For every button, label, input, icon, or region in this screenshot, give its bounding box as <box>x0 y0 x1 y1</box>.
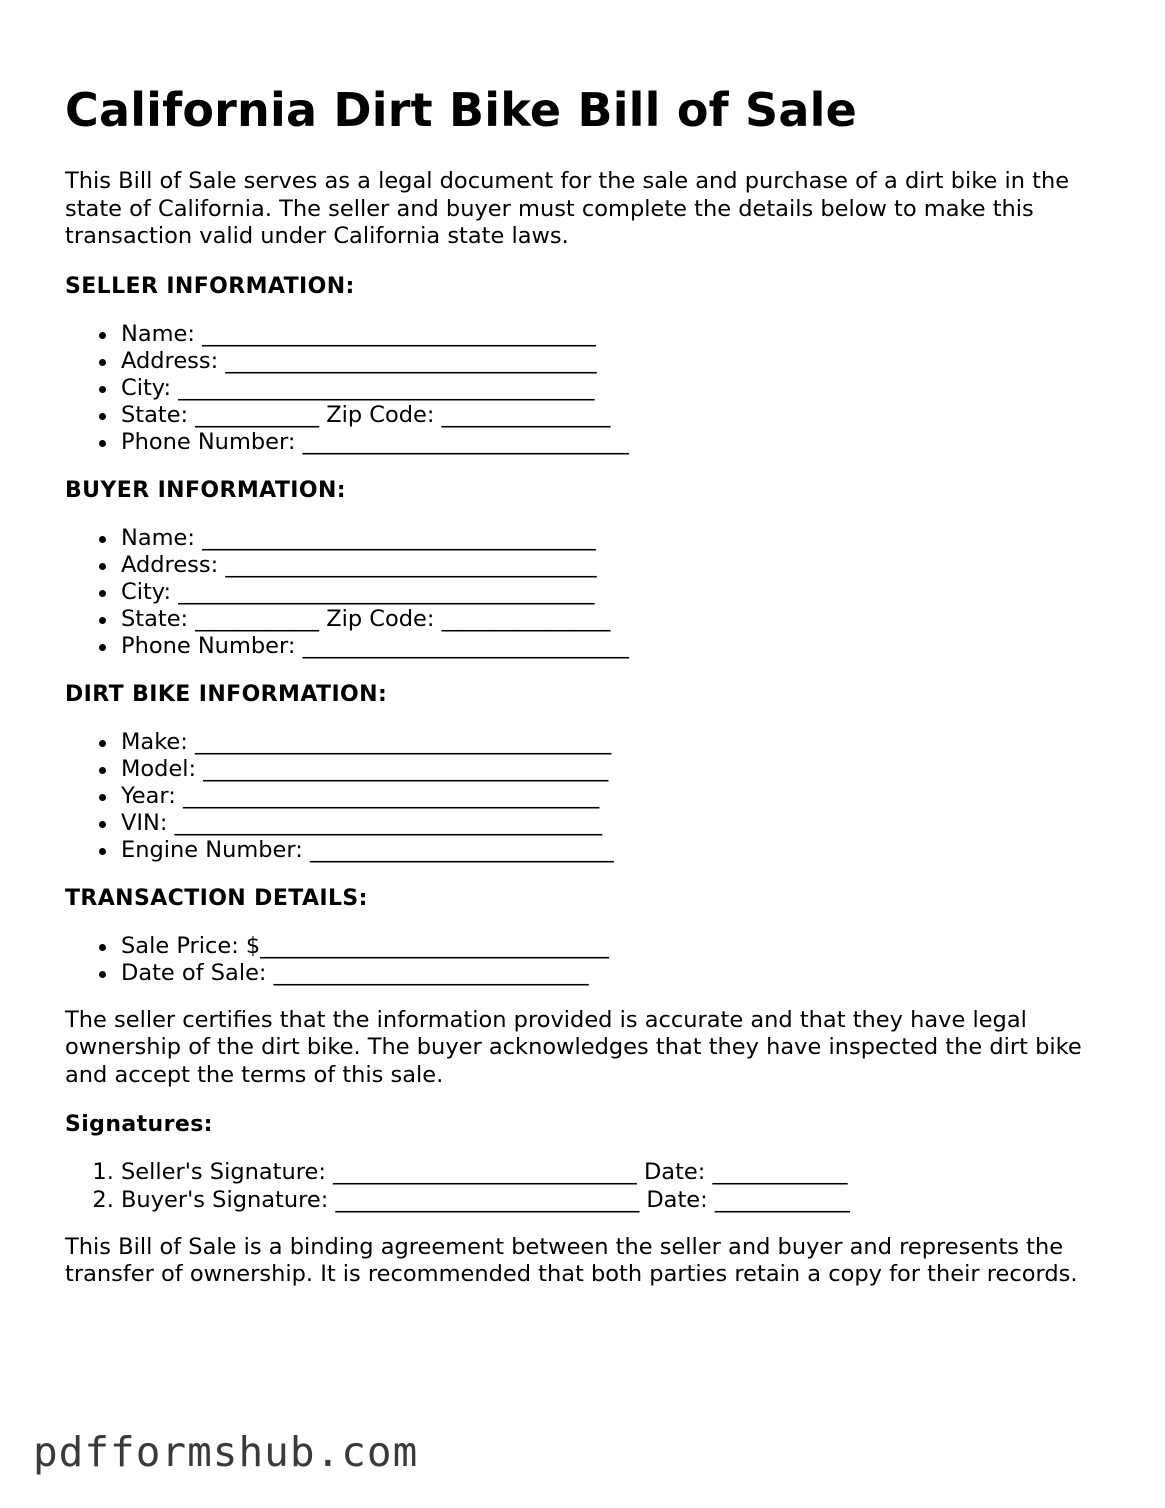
signatures-heading: Signatures: <box>65 1112 213 1138</box>
buyer-phone-field: Phone Number: _____________________________ <box>121 633 1115 660</box>
signature-list <box>65 1159 1115 1213</box>
transaction-heading: TRANSACTION DETAILS: <box>65 885 368 911</box>
buyer-field-list <box>65 525 1115 661</box>
buyer-signature-line: 2. Buyer's Signature: ___________________________ Date: ____________ <box>121 1187 1115 1214</box>
seller-field-list <box>65 321 1115 457</box>
buyer-address-field: Address: _________________________________ <box>121 552 1115 579</box>
sale-price-field: Sale Price: $_______________________________ <box>121 933 1115 960</box>
closing-paragraph: This Bill of Sale is a binding agreement between the seller and buyer and represents the transfer of ownership. It is recommended that both parties retain a copy for their records. <box>65 1233 1078 1288</box>
seller-signature-line: 1. Seller's Signature: ___________________________ Date: ____________ <box>121 1159 1115 1186</box>
seller-name-field: Name: ___________________________________ <box>121 321 1115 348</box>
document-title: California Dirt Bike Bill of Sale <box>65 83 857 137</box>
seller-heading: SELLER INFORMATION: <box>65 273 355 299</box>
certification-paragraph: The seller certifies that the information provided is accurate and that they have legal ownership of the dirt bike. The buyer acknowledges that they have inspected the dirt bike and accept the terms of this sale. <box>65 1006 1082 1088</box>
bike-make-field: Make: _____________________________________ <box>121 729 1115 756</box>
date-of-sale-field: Date of Sale: ____________________________ <box>121 960 1115 987</box>
watermark: pdfformshub.com <box>33 1428 419 1476</box>
buyer-state-zip-field: State: ___________ Zip Code: _______________ <box>121 606 1115 633</box>
intro-paragraph: This Bill of Sale serves as a legal document for the sale and purchase of a dirt bike in the state of California. The seller and buyer must complete the details below to make this transaction valid under California state laws. <box>65 168 1070 249</box>
seller-city-field: City: _____________________________________ <box>121 375 1115 402</box>
bike-vin-field: VIN: ______________________________________ <box>121 810 1115 837</box>
bike-model-field: Model: ____________________________________ <box>121 756 1115 783</box>
bike-engine-number-field: Engine Number: ___________________________ <box>121 837 1115 864</box>
buyer-city-field: City: _____________________________________ <box>121 579 1115 606</box>
document-page <box>65 80 1115 1311</box>
buyer-name-field: Name: ___________________________________ <box>121 525 1115 552</box>
bike-field-list <box>65 729 1115 865</box>
buyer-heading: BUYER INFORMATION: <box>65 477 346 503</box>
bike-heading: DIRT BIKE INFORMATION: <box>65 681 388 707</box>
transaction-field-list <box>65 933 1115 987</box>
seller-state-zip-field: State: ___________ Zip Code: _______________ <box>121 402 1115 429</box>
seller-phone-field: Phone Number: _____________________________ <box>121 429 1115 456</box>
seller-address-field: Address: _________________________________ <box>121 348 1115 375</box>
bike-year-field: Year: _____________________________________ <box>121 783 1115 810</box>
